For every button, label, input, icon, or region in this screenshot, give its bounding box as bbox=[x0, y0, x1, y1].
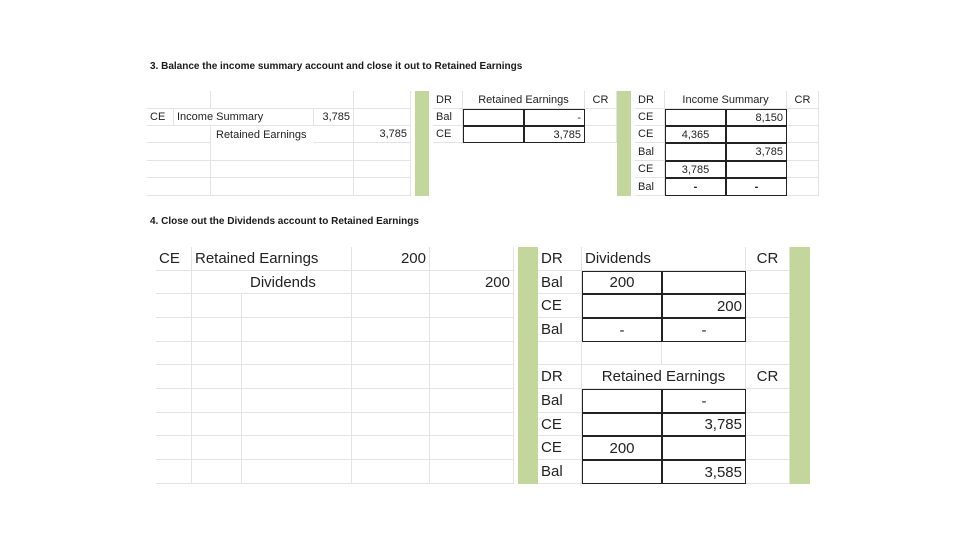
t-account-title: Dividends bbox=[582, 247, 662, 271]
grid-cell bbox=[430, 318, 514, 342]
journal-debit-amount: 3,785 bbox=[314, 109, 354, 126]
grid-cell bbox=[242, 294, 352, 318]
grid-cell bbox=[352, 436, 430, 460]
grid-cell bbox=[746, 389, 790, 413]
t-account-row-label: CE bbox=[433, 126, 463, 143]
t-account-title: Income Summary bbox=[665, 91, 787, 109]
t-account-row-label: CE bbox=[635, 161, 665, 178]
grid-cell bbox=[192, 389, 242, 413]
grid-cell bbox=[352, 389, 430, 413]
grid-cell bbox=[192, 318, 242, 342]
t-account-dr-label: DR bbox=[635, 91, 665, 109]
t-account-debit bbox=[582, 294, 662, 318]
grid-cell bbox=[156, 271, 192, 294]
grid-cell bbox=[582, 342, 662, 365]
grid-cell bbox=[787, 143, 819, 161]
t-account-debit bbox=[582, 413, 662, 436]
t-account-row-label: Bal bbox=[635, 178, 665, 196]
journal-credit-amount: 3,785 bbox=[354, 126, 411, 143]
grid-cell bbox=[787, 126, 819, 143]
grid-cell bbox=[354, 109, 411, 126]
grid-cell bbox=[430, 365, 514, 389]
separator-bar bbox=[518, 247, 538, 484]
grid-cell bbox=[314, 126, 354, 143]
grid-cell bbox=[156, 365, 192, 389]
t-account-dr-label: DR bbox=[433, 91, 463, 109]
grid-cell bbox=[242, 389, 352, 413]
t-account-row-label: Bal bbox=[538, 460, 582, 484]
grid-cell bbox=[192, 294, 242, 318]
grid-cell bbox=[585, 109, 617, 126]
t-account-title: Retained Earnings bbox=[463, 91, 585, 109]
t-account-row-label: CE bbox=[538, 413, 582, 436]
grid-cell bbox=[787, 161, 819, 178]
grid-cell bbox=[430, 342, 514, 365]
t-account-credit: - bbox=[726, 178, 787, 196]
t-account-debit: 200 bbox=[582, 271, 662, 294]
grid-cell bbox=[192, 342, 242, 365]
grid-cell bbox=[430, 413, 514, 436]
grid-cell bbox=[746, 294, 790, 318]
grid-cell bbox=[242, 460, 352, 484]
grid-cell bbox=[352, 365, 430, 389]
t-account-credit: 200 bbox=[662, 294, 746, 318]
grid-cell bbox=[147, 161, 211, 178]
grid-cell bbox=[430, 436, 514, 460]
t-account-debit bbox=[665, 143, 726, 161]
journal-code: CE bbox=[147, 109, 174, 126]
t-account-debit: 4,365 bbox=[665, 126, 726, 143]
grid-cell bbox=[192, 365, 242, 389]
t-account-row-label: CE bbox=[538, 294, 582, 318]
grid-cell bbox=[430, 247, 514, 271]
journal-debit-account: Retained Earnings bbox=[192, 247, 352, 271]
t-account-row-label: Bal bbox=[538, 389, 582, 413]
section-heading-balance-income-summary: 3. Balance the income summary account and close it out to Retained Earnings bbox=[150, 61, 523, 72]
t-account-credit bbox=[726, 126, 787, 143]
grid-cell bbox=[354, 161, 411, 178]
t-account-credit: 3,785 bbox=[662, 413, 746, 436]
journal-credit-account: Retained Earnings bbox=[216, 128, 307, 141]
worksheet-dividends-closing bbox=[156, 247, 810, 484]
grid-cell bbox=[211, 178, 354, 196]
separator-bar bbox=[790, 247, 810, 484]
t-account-credit: - bbox=[662, 318, 746, 342]
t-account-debit: - bbox=[582, 318, 662, 342]
grid-cell bbox=[211, 161, 354, 178]
separator-bar bbox=[415, 91, 429, 196]
t-account-debit bbox=[582, 460, 662, 484]
grid-cell bbox=[787, 178, 819, 196]
grid-cell bbox=[538, 342, 582, 365]
t-account-row-label: Bal bbox=[635, 143, 665, 161]
t-account-credit: 3,785 bbox=[524, 126, 585, 143]
grid-cell bbox=[746, 271, 790, 294]
grid-cell bbox=[430, 294, 514, 318]
grid-cell bbox=[352, 413, 430, 436]
grid-cell bbox=[746, 460, 790, 484]
grid-cell bbox=[156, 318, 192, 342]
grid-cell bbox=[242, 436, 352, 460]
t-account-row-label: CE bbox=[635, 109, 665, 126]
t-account-debit: 3,785 bbox=[665, 161, 726, 178]
grid-cell bbox=[352, 294, 430, 318]
t-account-debit bbox=[582, 389, 662, 413]
grid-cell bbox=[242, 342, 352, 365]
grid-cell bbox=[354, 91, 411, 109]
t-account-credit bbox=[662, 436, 746, 460]
t-account-debit bbox=[463, 109, 524, 126]
grid-cell bbox=[746, 342, 790, 365]
grid-cell bbox=[147, 91, 211, 109]
grid-cell bbox=[156, 342, 192, 365]
t-account-cr-label: CR bbox=[585, 91, 617, 109]
journal-credit-amount: 200 bbox=[430, 271, 514, 294]
t-account-dr-label: DR bbox=[538, 247, 582, 271]
grid-cell bbox=[352, 342, 430, 365]
t-account-row-label: Bal bbox=[538, 271, 582, 294]
grid-cell bbox=[242, 365, 352, 389]
grid-cell bbox=[746, 413, 790, 436]
grid-cell bbox=[147, 143, 211, 161]
grid-cell bbox=[746, 318, 790, 342]
grid-cell bbox=[787, 109, 819, 126]
journal-debit-account: Income Summary bbox=[174, 109, 314, 126]
grid-cell bbox=[746, 436, 790, 460]
grid-cell bbox=[156, 389, 192, 413]
t-account-title: Retained Earnings bbox=[582, 365, 746, 389]
grid-cell bbox=[192, 460, 242, 484]
t-account-dr-label: DR bbox=[538, 365, 582, 389]
journal-debit-amount: 200 bbox=[352, 247, 430, 271]
grid-cell bbox=[156, 413, 192, 436]
grid-cell bbox=[352, 271, 430, 294]
grid-cell bbox=[211, 91, 354, 109]
grid-cell bbox=[662, 247, 746, 271]
grid-cell bbox=[242, 413, 352, 436]
t-account-debit bbox=[463, 126, 524, 143]
journal-credit-account: Dividends bbox=[192, 271, 352, 294]
separator-bar bbox=[617, 91, 631, 196]
t-account-debit: 200 bbox=[582, 436, 662, 460]
grid-cell bbox=[354, 178, 411, 196]
worksheet-income-summary-closing bbox=[147, 91, 819, 196]
t-account-credit bbox=[726, 161, 787, 178]
grid-cell bbox=[156, 436, 192, 460]
t-account-credit bbox=[662, 271, 746, 294]
t-account-debit: - bbox=[665, 178, 726, 196]
t-account-cr-label: CR bbox=[746, 365, 790, 389]
t-account-credit: - bbox=[524, 109, 585, 126]
grid-cell bbox=[352, 318, 430, 342]
grid-cell bbox=[585, 126, 617, 143]
grid-cell bbox=[156, 294, 192, 318]
grid-cell bbox=[354, 143, 411, 161]
t-account-row-label: CE bbox=[538, 436, 582, 460]
t-account-cr-label: CR bbox=[787, 91, 819, 109]
t-account-row-label: Bal bbox=[538, 318, 582, 342]
section-heading-close-dividends: 4. Close out the Dividends account to Retained Earnings bbox=[150, 216, 419, 227]
grid-cell bbox=[430, 460, 514, 484]
t-account-credit: 3,785 bbox=[726, 143, 787, 161]
grid-cell bbox=[147, 126, 211, 143]
grid-cell bbox=[192, 436, 242, 460]
journal-code: CE bbox=[156, 247, 192, 271]
grid-cell bbox=[147, 178, 211, 196]
t-account-cr-label: CR bbox=[746, 247, 790, 271]
t-account-row-label: CE bbox=[635, 126, 665, 143]
grid-cell bbox=[352, 460, 430, 484]
grid-cell bbox=[662, 342, 746, 365]
grid-cell bbox=[211, 143, 354, 161]
t-account-credit: 3,585 bbox=[662, 460, 746, 484]
t-account-credit: - bbox=[662, 389, 746, 413]
grid-cell bbox=[430, 389, 514, 413]
t-account-debit bbox=[665, 109, 726, 126]
t-account-row-label: Bal bbox=[433, 109, 463, 126]
grid-cell bbox=[192, 413, 242, 436]
grid-cell bbox=[156, 460, 192, 484]
t-account-credit: 8,150 bbox=[726, 109, 787, 126]
grid-cell bbox=[242, 318, 352, 342]
